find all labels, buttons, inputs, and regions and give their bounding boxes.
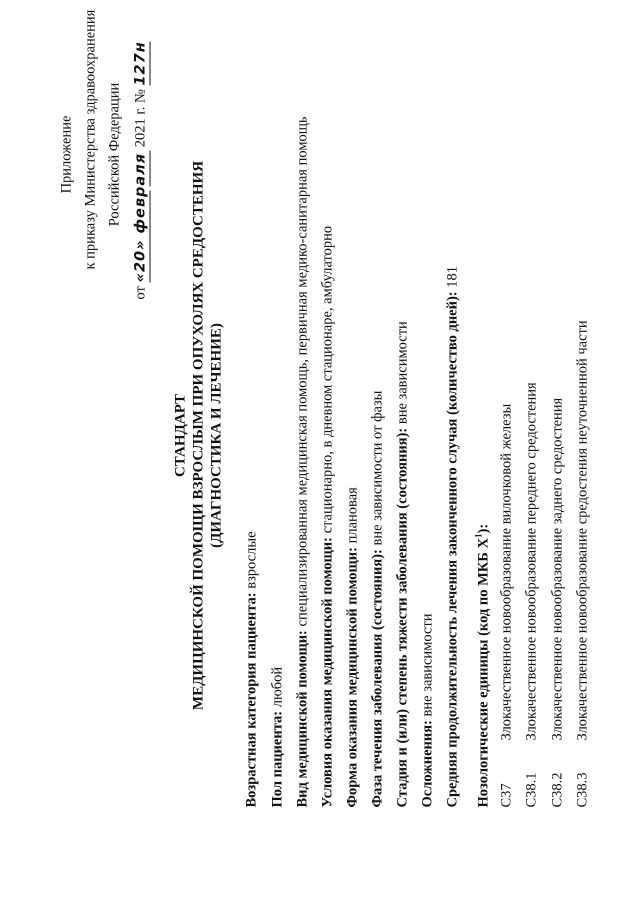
date-underline: [131, 150, 150, 186]
row-value: вне зависимости: [419, 612, 435, 720]
row-label-tail: ):: [474, 523, 491, 533]
row-label: Возрастная категория пациента:: [243, 591, 259, 807]
row-value: 181: [444, 265, 460, 291]
row-label: Стадия и (или) степень тяжести заболевания (состояния):: [394, 427, 410, 807]
icd-code: C38.3: [574, 771, 590, 807]
row-label: Нозологические единицы (код по МКБ X: [474, 537, 491, 807]
row-label: Фаза течения заболевания (состояния):: [369, 548, 385, 807]
icd-code: C38.1: [523, 771, 539, 807]
row-complications: [418, 613, 436, 807]
row-care-type: [293, 116, 311, 807]
appendix-federation-line: Российской Федерации: [106, 82, 122, 226]
row-value: вне зависимости: [394, 320, 410, 428]
icd-description: Злокачественное новообразование переднего средостения: [523, 381, 539, 740]
appendix-title: Приложение: [58, 115, 74, 193]
date-prefix: от: [132, 285, 148, 299]
standard-subtitle: МЕДИЦИНСКОЙ ПОМОЩИ ВЗРОСЛЫМ ПРИ ОПУХОЛЯХ СРЕДОСТЕНИЯ: [190, 160, 206, 710]
row-value: взрослые: [243, 530, 259, 592]
icd-code: C38.2: [549, 771, 565, 807]
row-disease-phase: [368, 390, 386, 807]
row-value: любой: [269, 666, 285, 711]
row-patient-sex: [268, 666, 286, 807]
row-label: Пол пациента:: [269, 710, 285, 807]
year-suffix: 2021 г. №: [132, 88, 148, 147]
appendix-date-line: [131, 39, 150, 299]
icd-description: Злокачественное новообразование вилочковой железы: [498, 403, 514, 740]
row-treatment-duration: [443, 266, 461, 808]
row-label: Вид медицинской помощи:: [294, 629, 310, 807]
appendix-order-line: к приказу Министерства здравоохранения: [82, 9, 98, 269]
icd-description: Злокачественное новообразование заднего средостения: [549, 397, 565, 740]
icd-description: Злокачественное новообразование средостения неуточненной части: [574, 319, 590, 740]
row-value: специализированная медицинская помощь, первичная медико-санитарная помощь: [294, 115, 310, 630]
row-value: стационарно, в дневном стационаре, амбулаторно: [319, 225, 335, 537]
row-care-conditions: [318, 225, 336, 807]
row-nosology-units: [469, 523, 492, 807]
row-care-form: [343, 487, 361, 807]
row-label: Условия оказания медицинской помощи:: [319, 536, 335, 807]
footnote-marker: 1: [473, 533, 483, 538]
row-disease-stage: [393, 321, 411, 807]
row-value: плановая: [344, 486, 360, 547]
standard-scope: (ДИАГНОСТИКА И ЛЕЧЕНИЕ): [208, 322, 224, 548]
icd-code: C37: [498, 782, 514, 807]
row-age-category: [242, 531, 260, 807]
row-label: Средняя продолжительность лечения законченного случая (количество дней):: [444, 290, 460, 807]
date-signature: «20» февраля: [132, 152, 148, 282]
order-number-signature: 127н: [132, 40, 148, 86]
row-label: Форма оказания медицинской помощи:: [344, 546, 360, 807]
row-value: вне зависимости от фазы: [369, 390, 385, 549]
standard-title: СТАНДАРТ: [172, 393, 188, 477]
row-label: Осложнения:: [419, 719, 435, 807]
